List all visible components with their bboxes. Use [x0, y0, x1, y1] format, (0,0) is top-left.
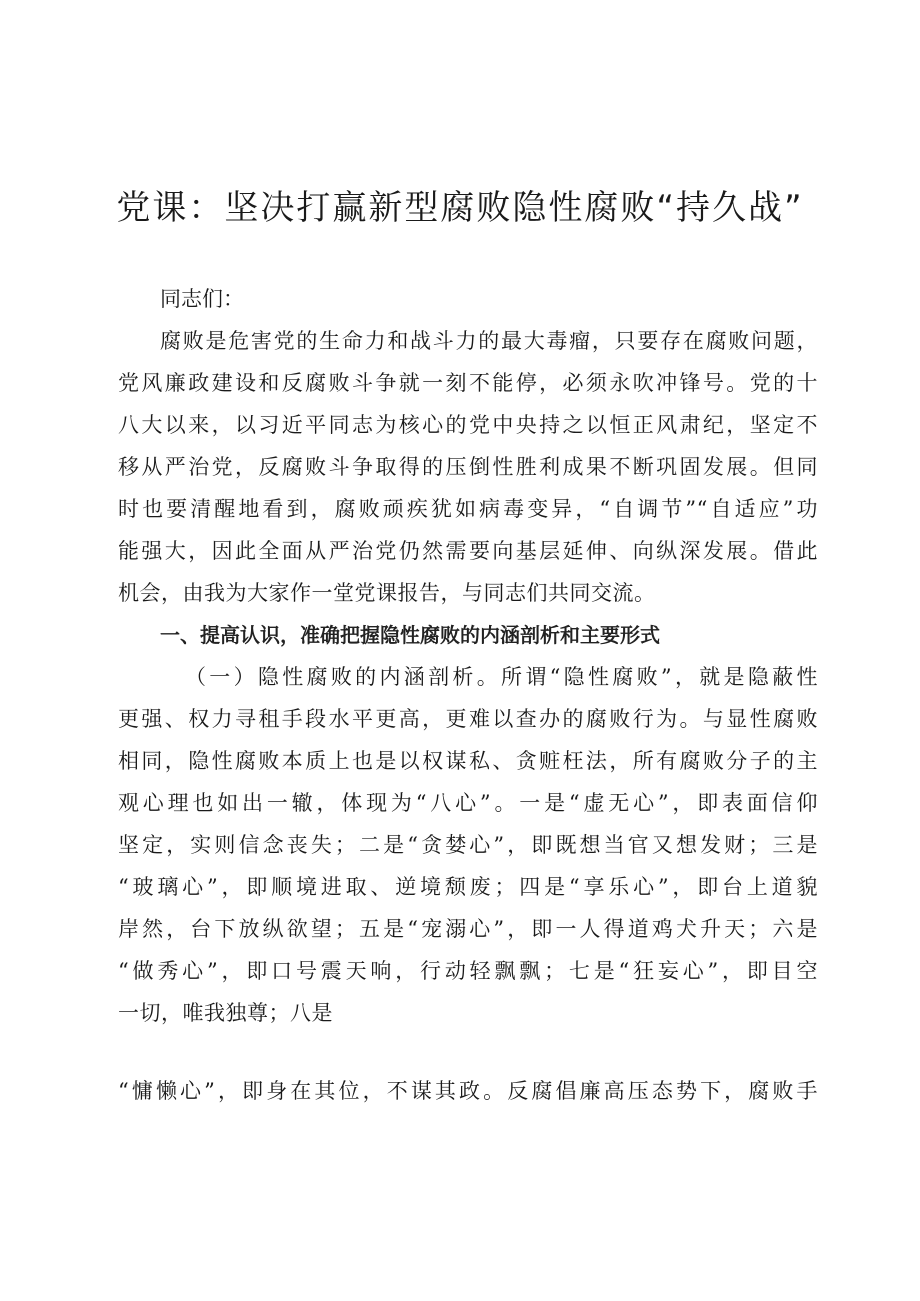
sub-line: 相同，隐性腐败本质上也是以权谋私、贪赃枉法，所有腐败分子的主: [118, 749, 818, 773]
sub-line: 岸然，台下放纵欲望；五是“宠溺心”，即一人得道鸡犬升天；六是: [118, 917, 818, 941]
intro-line: 能强大，因此全面从严治党仍然需要向基层延伸、向纵深发展。借此: [118, 539, 818, 563]
sub-line: 一切，唯我独尊；八是: [118, 1001, 333, 1025]
document-title: 党课：坚决打赢新型腐败隐性腐败“持久战”: [116, 188, 804, 228]
salutation: 同志们：: [160, 287, 244, 311]
intro-line: 八大以来，以习近平同志为核心的党中央持之以恒正风肃纪，坚定不: [118, 413, 818, 437]
sub-line: 更强、权力寻租手段水平更高，更难以查办的腐败行为。与显性腐败: [118, 707, 818, 731]
intro-line: 时也要清醒地看到，腐败顽疾犹如病毒变异，“自调节”“自适应”功: [118, 497, 818, 521]
sub-line: （一）隐性腐败的内涵剖析。所谓“隐性腐败”，就是隐蔽性: [185, 665, 818, 689]
intro-line: 机会，由我为大家作一堂党课报告，与同志们共同交流。: [118, 581, 656, 605]
sub-line: “玻璃心”，即顺境进取、逆境颓废；四是“享乐心”，即台上道貌: [118, 875, 818, 899]
intro-line: 移从严治党，反腐败斗争取得的压倒性胜利成果不断巩固发展。但同: [118, 455, 818, 479]
sub-line: “做秀心”，即口号震天响，行动轻飘飘；七是“狂妄心”，即目空: [118, 959, 818, 983]
intro-line: 腐败是危害党的生命力和战斗力的最大毒瘤，只要存在腐败问题，: [160, 329, 818, 353]
sub-line: 观心理也如出一辙，体现为“八心”。一是“虚无心”，即表面信仰: [118, 791, 818, 815]
continuation-line: “慵懒心”，即身在其位，不谋其政。反腐倡廉高压态势下，腐败手: [118, 1079, 818, 1103]
intro-line: 党风廉政建设和反腐败斗争就一刻不能停，必须永吹冲锋号。党的十: [118, 371, 818, 395]
section-heading: 一、提高认识，准确把握隐性腐败的内涵剖析和主要形式: [160, 623, 660, 647]
sub-line: 坚定，实则信念丧失；二是“贪婪心”，即既想当官又想发财；三是: [118, 833, 818, 857]
